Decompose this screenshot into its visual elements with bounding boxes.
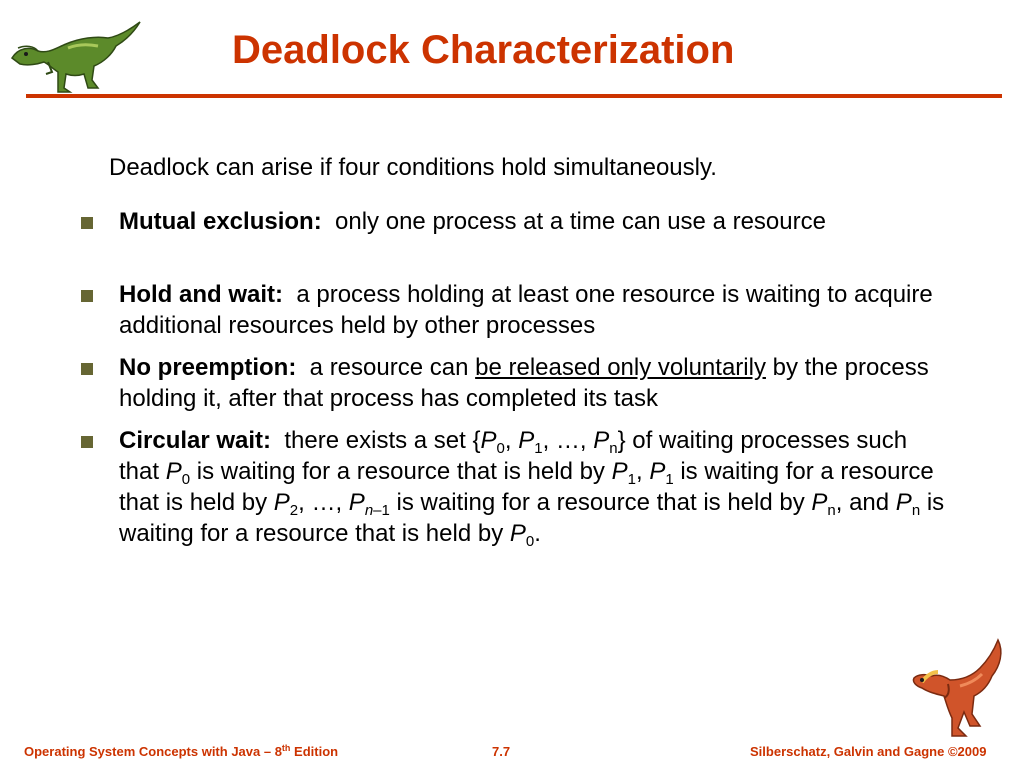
condition-text-underlined: be released only voluntarily — [475, 354, 766, 381]
bullet-square-icon — [81, 363, 93, 375]
condition-circular-wait — [119, 425, 949, 549]
condition-text: only one process at a time can use a resource — [335, 208, 826, 235]
condition-text: by the process holding it, after that process has completed its task — [119, 354, 929, 412]
condition-term: Circular wait: — [119, 427, 272, 454]
slide-title: Deadlock Characterization — [232, 28, 735, 72]
bullet-square-icon — [81, 290, 93, 302]
green-dinosaur-icon — [8, 18, 143, 96]
condition-term: No preemption: — [119, 354, 297, 381]
footer-page-number: 7.7 — [492, 744, 511, 759]
bullet-square-icon — [81, 436, 93, 448]
condition-text: a resource can — [309, 354, 469, 381]
condition-text: a process holding at least one resource is waiting to acquire additional resources held by other processes — [119, 281, 933, 339]
condition-term: Hold and wait: — [119, 281, 283, 308]
bullet-square-icon — [81, 217, 93, 229]
footer-book-title: Operating System Concepts with Java – 8th Edition — [24, 743, 339, 759]
footer-authors: Silberschatz, Galvin and Gagne ©2009 — [750, 744, 987, 759]
condition-text: there exists a set {$P_0$, $P_1$, …, $P_n$} of waiting processes such that $P_0$ is waiting for a resource that is held by $P_1$, $P_1$ is waiting for a resource that is held by $P_2$, …, $P_{n-1}$ is waiting for a resource that is held by $P_n$, and $P_n$ is waiting for a resource that is held by $P_0$. — [119, 427, 945, 550]
intro-text: Deadlock can arise if four conditions hold simultaneously. — [109, 154, 717, 181]
condition-no-preemption — [119, 352, 949, 414]
title-underline — [26, 94, 1002, 98]
red-dinosaur-icon — [908, 636, 1008, 744]
condition-term: Mutual exclusion: — [119, 208, 322, 235]
condition-hold-and-wait — [119, 279, 949, 341]
condition-mutual-exclusion — [119, 206, 949, 237]
